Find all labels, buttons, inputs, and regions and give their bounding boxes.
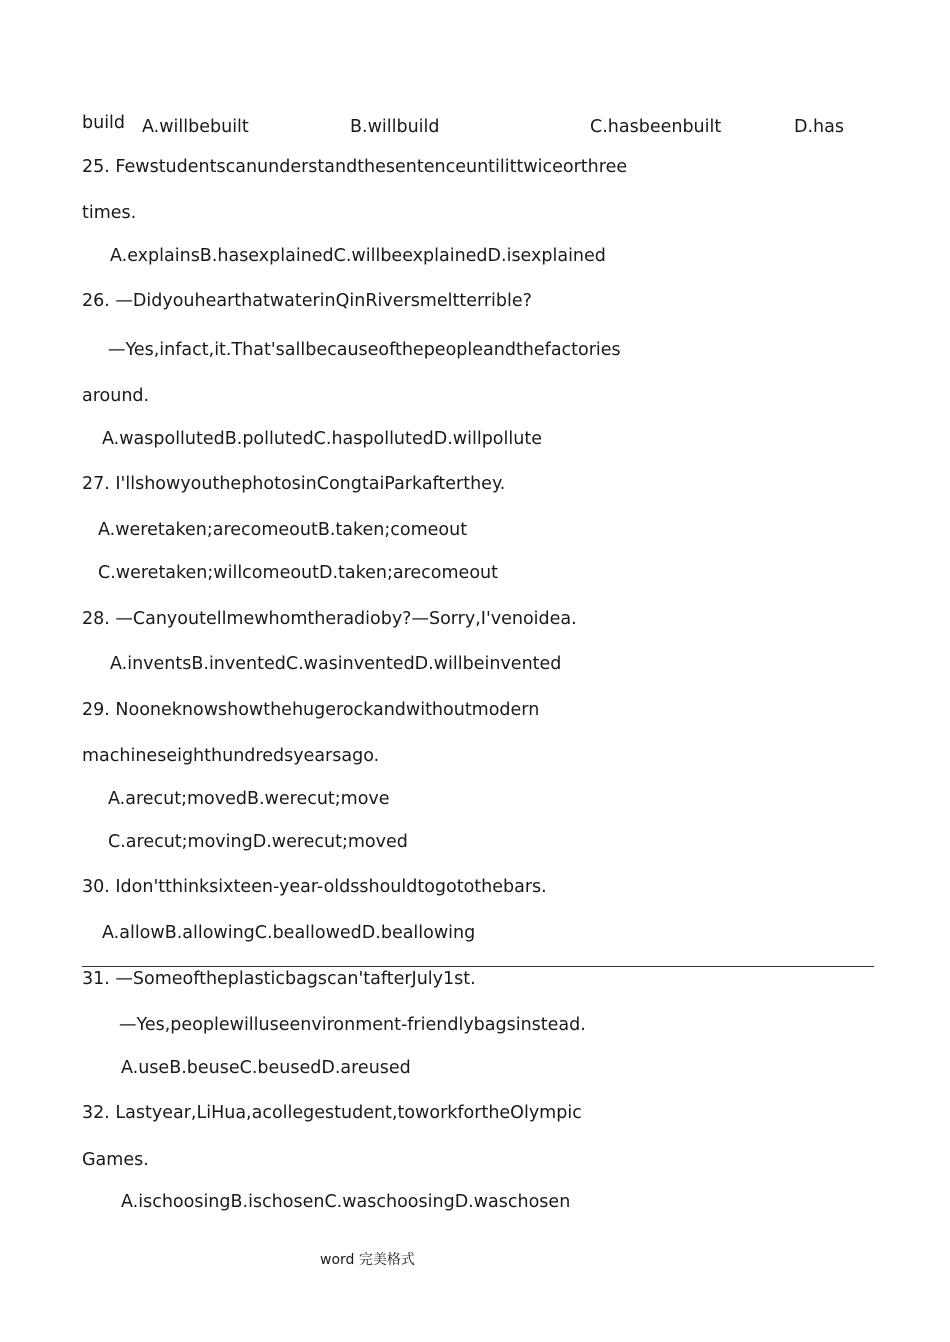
question-31: 31. —Someoftheplasticbagscan'tafterJuly1st.: [82, 969, 476, 989]
question-25-cont: times.: [82, 203, 137, 223]
question-29-cont: machineseighthundredsyearsago.: [82, 746, 380, 766]
question-32-options: A.ischoosingB.ischosenC.waschoosingD.waschosen: [121, 1192, 571, 1212]
question-27: 27. I'llshowyouthephotosinCongtaiParkafterthey.: [82, 474, 506, 494]
question-29-options-2: C.arecut;movingD.werecut;moved: [108, 832, 408, 852]
question-30-options: A.allowB.allowingC.beallowedD.beallowing: [102, 923, 476, 943]
question-31-options: A.useB.beuseC.beusedD.areused: [121, 1058, 411, 1078]
question-29-options-1: A.arecut;movedB.werecut;move: [108, 789, 390, 809]
question-30: 30. Idon'tthinksixteen-year-oldsshouldtogototheba​rs.: [82, 877, 547, 897]
option-b-clipped: B.willbuild: [350, 117, 440, 133]
question-28: 28. —Canyoutellmewhomtheradioby?—Sorry,I'venoidea.: [82, 609, 577, 629]
option-d-clipped: D.has: [794, 117, 844, 133]
question-29: 29. Nooneknowshowthehugerockandwithoutmodern: [82, 700, 540, 720]
question-25-options: A.explainsB.hasexplainedC.willbeexplainedD.isexplained: [110, 246, 606, 266]
question-25: 25. Fewstudentscanunderstandthesentenceuntilittwiceorthree: [82, 157, 628, 177]
build-word: build: [82, 113, 126, 133]
option-c-clipped: C.hasbeenbuilt: [590, 117, 722, 133]
question-26-options: A.waspollutedB.pollutedC.haspollutedD.willpollute: [102, 429, 542, 449]
question-28-options: A.inventsB.inventedC.wasinventedD.willbeinvented: [110, 654, 562, 674]
question-31-reply: —Yes,peoplewilluseenvironment-friendlybagsinstead.: [119, 1015, 586, 1035]
question-32-cont: Games.: [82, 1150, 149, 1170]
question-26-reply: —Yes,infact,it.That'sallbecauseofthepeopleandthefactories: [108, 340, 621, 360]
question-26-cont: around.: [82, 386, 150, 406]
question-32: 32. Lastyear,LiHua,acollegestudent,toworkfortheOlympic: [82, 1103, 582, 1123]
page-footer: word 完美格式: [320, 1252, 415, 1268]
question-26: 26. —DidyouhearthatwaterinQinRiversmeltterrible?: [82, 291, 532, 311]
option-a-clipped: A.willbebuilt: [142, 117, 249, 133]
question-27-options-2: C.weretaken;willcomeoutD.taken;arecomeout: [98, 563, 498, 583]
horizontal-rule: [82, 966, 874, 967]
question-27-options-1: A.weretaken;arecomeoutB.taken;comeout: [98, 520, 468, 540]
